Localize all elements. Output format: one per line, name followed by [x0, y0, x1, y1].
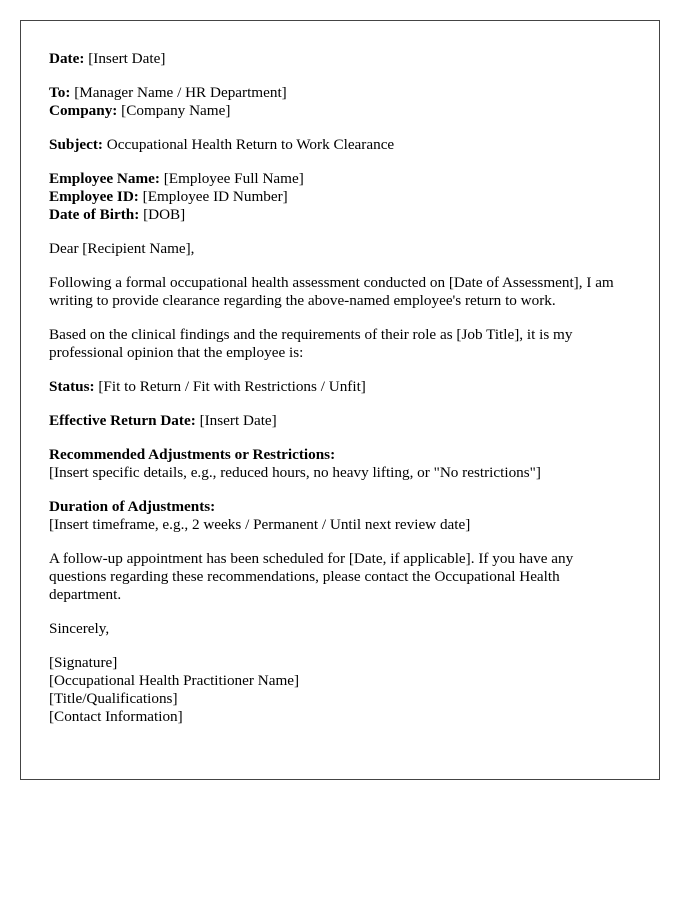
employee-name-line — [49, 170, 631, 188]
signature-block — [49, 654, 631, 726]
status-line — [49, 378, 631, 396]
subject-value: Occupational Health Return to Work Clearance — [106, 136, 395, 153]
body-paragraph-followup: A follow-up appointment has been scheduled for [Date, if applicable]. If you have any questions regarding these recommendations, please contact the Occupational Health department. — [49, 550, 574, 603]
company-value: [Company Name] — [121, 102, 231, 119]
body-paragraph-assessment: Following a formal occupational health assessment conducted on [Date of Assessment], I am writing to provide clearance regarding the above-named employee's return to work. — [49, 274, 614, 309]
company-line — [49, 102, 631, 120]
letter-document — [20, 20, 660, 780]
closing: Sincerely, — [49, 620, 110, 637]
adjustments-section — [49, 446, 631, 482]
return-date-value: [Insert Date] — [199, 412, 277, 429]
company-label: Company: — [49, 102, 118, 119]
date-line — [49, 50, 631, 68]
subject-line — [49, 136, 631, 154]
contact-information-line: [Contact Information] — [49, 708, 183, 725]
employee-details — [49, 170, 631, 224]
employee-id-label: Employee ID: — [49, 188, 139, 205]
dob-line — [49, 206, 631, 224]
to-label: To: — [49, 84, 71, 101]
employee-id-line — [49, 188, 631, 206]
practitioner-name-line: [Occupational Health Practitioner Name] — [49, 672, 300, 689]
duration-heading: Duration of Adjustments: — [49, 498, 216, 515]
status-value: [Fit to Return / Fit with Restrictions / Unfit] — [98, 378, 366, 395]
duration-value: [Insert timeframe, e.g., 2 weeks / Permanent / Until next review date] — [49, 516, 471, 533]
qualifications-line: [Title/Qualifications] — [49, 690, 178, 707]
signature-line: [Signature] — [49, 654, 118, 671]
dob-value: [DOB] — [143, 206, 186, 223]
employee-name-label: Employee Name: — [49, 170, 160, 187]
dob-label: Date of Birth: — [49, 206, 140, 223]
date-value: [Insert Date] — [88, 50, 166, 67]
to-line — [49, 84, 631, 102]
return-date-label: Effective Return Date: — [49, 412, 196, 429]
status-label: Status: — [49, 378, 95, 395]
employee-id-value: [Employee ID Number] — [142, 188, 288, 205]
to-value: [Manager Name / HR Department] — [74, 84, 287, 101]
employee-name-value: [Employee Full Name] — [163, 170, 304, 187]
duration-section — [49, 498, 631, 534]
subject-label: Subject: — [49, 136, 103, 153]
date-label: Date: — [49, 50, 85, 67]
recipient-block — [49, 84, 631, 120]
return-date-line — [49, 412, 631, 430]
salutation: Dear [Recipient Name], — [49, 240, 195, 257]
body-paragraph-opinion: Based on the clinical findings and the requirements of their role as [Job Title], it is my professional opinion that the employee is: — [49, 326, 573, 361]
adjustments-value: [Insert specific details, e.g., reduced hours, no heavy lifting, or "No restrictions"] — [49, 464, 541, 481]
adjustments-heading: Recommended Adjustments or Restrictions: — [49, 446, 336, 463]
